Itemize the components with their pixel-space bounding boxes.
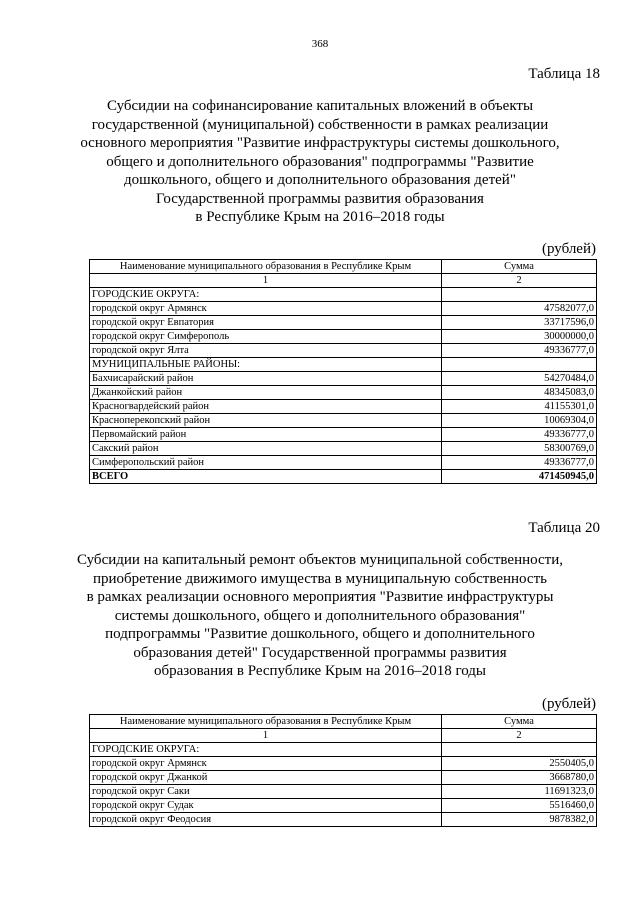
table-row xyxy=(90,386,597,400)
table-18-units: (рублей) xyxy=(541,241,596,257)
municipality-name: городской округ Джанкой xyxy=(90,771,442,785)
section-row xyxy=(90,743,597,757)
amount: 30000000,0 xyxy=(442,330,597,344)
table-row xyxy=(90,414,597,428)
amount: 2550405,0 xyxy=(442,757,597,771)
column-number-row xyxy=(90,729,597,743)
title-line: системы дошкольного, общего и дополнительного образования" xyxy=(114,607,526,624)
municipality-name: Бахчисарайский район xyxy=(90,372,442,386)
column-number: 1 xyxy=(90,274,442,288)
table-18-title xyxy=(60,97,580,227)
table-row xyxy=(90,344,597,358)
table-20-units: (рублей) xyxy=(541,696,596,712)
amount: 41155301,0 xyxy=(442,400,597,414)
amount: 49336777,0 xyxy=(442,428,597,442)
title-line: подпрограммы "Развитие дошкольного, общего и дополнительного xyxy=(105,626,535,642)
title-line: образования детей" Государственной программы развития xyxy=(133,644,507,661)
amount: 47582077,0 xyxy=(442,302,597,316)
section-row xyxy=(90,288,597,302)
table-20-label: Таблица 20 xyxy=(528,520,600,536)
amount: 54270484,0 xyxy=(442,372,597,386)
table-row xyxy=(90,400,597,414)
table-row xyxy=(90,799,597,813)
amount: 58300769,0 xyxy=(442,442,597,456)
title-line: дошкольного, общего и дополнительного образования детей" xyxy=(124,172,516,188)
table-row xyxy=(90,813,597,827)
table-row xyxy=(90,330,597,344)
column-number-row xyxy=(90,274,597,288)
municipality-name: Симферопольский район xyxy=(90,456,442,470)
municipality-name: городской округ Феодосия xyxy=(90,813,442,827)
title-line: общего и дополнительного образования" подпрограммы "Развитие xyxy=(106,153,534,170)
empty-cell xyxy=(442,358,597,372)
municipality-name: Первомайский район xyxy=(90,428,442,442)
table-row xyxy=(90,302,597,316)
amount: 9878382,0 xyxy=(442,813,597,827)
table-20-title xyxy=(60,551,580,681)
table-20 xyxy=(89,714,597,827)
municipality-name: Красногвардейский район xyxy=(90,400,442,414)
municipality-name: городской округ Евпатория xyxy=(90,316,442,330)
table-row xyxy=(90,757,597,771)
header-name: Наименование муниципального образования в Республике Крым xyxy=(90,260,442,274)
empty-cell xyxy=(442,743,597,757)
municipality-name: городской округ Армянск xyxy=(90,302,442,316)
total-row xyxy=(90,470,597,484)
header-sum: Сумма xyxy=(442,260,597,274)
amount: 10069304,0 xyxy=(442,414,597,428)
municipality-name: Красноперекопский район xyxy=(90,414,442,428)
table-row xyxy=(90,771,597,785)
municipality-name: городской округ Судак xyxy=(90,799,442,813)
table-row xyxy=(90,456,597,470)
municipality-name: городской округ Саки xyxy=(90,785,442,799)
municipality-name: городской округ Армянск xyxy=(90,757,442,771)
amount: 49336777,0 xyxy=(442,456,597,470)
title-line: Государственной программы развития образования xyxy=(156,190,484,207)
table-18-label: Таблица 18 xyxy=(528,66,600,82)
table-row xyxy=(90,316,597,330)
municipality-name: Джанкойский район xyxy=(90,386,442,400)
column-number: 1 xyxy=(90,729,442,743)
title-line: Субсидии на софинансирование капитальных вложений в объекты xyxy=(106,98,534,114)
table-row xyxy=(90,372,597,386)
header-sum: Сумма xyxy=(442,715,597,729)
total-amount: 471450945,0 xyxy=(442,470,597,484)
header-row xyxy=(90,715,597,729)
municipality-name: городской округ Симферополь xyxy=(90,330,442,344)
municipality-name: Сакский район xyxy=(90,442,442,456)
empty-cell xyxy=(442,288,597,302)
section-row xyxy=(90,358,597,372)
table-18 xyxy=(89,259,597,484)
table-row xyxy=(90,442,597,456)
section-label: ГОРОДСКИЕ ОКРУГА: xyxy=(90,288,442,302)
title-line: приобретение движимого имущества в муниципальную собственность xyxy=(93,570,547,587)
title-line: в Республике Крым на 2016–2018 годы xyxy=(195,209,445,225)
page-number: 368 xyxy=(311,38,329,50)
table-row xyxy=(90,428,597,442)
title-line: образования в Республике Крым на 2016–2018 годы xyxy=(153,663,487,679)
title-line: государственной (муниципальной) собственности в рамках реализации xyxy=(91,116,549,133)
header-name: Наименование муниципального образования в Республике Крым xyxy=(90,715,442,729)
amount: 49336777,0 xyxy=(442,344,597,358)
title-line: Субсидии на капитальный ремонт объектов муниципальной собственности, xyxy=(77,552,563,568)
header-row xyxy=(90,260,597,274)
amount: 5516460,0 xyxy=(442,799,597,813)
municipality-name: городской округ Ялта xyxy=(90,344,442,358)
amount: 33717596,0 xyxy=(442,316,597,330)
section-label: ГОРОДСКИЕ ОКРУГА: xyxy=(90,743,442,757)
amount: 48345083,0 xyxy=(442,386,597,400)
amount: 3668780,0 xyxy=(442,771,597,785)
section-label: МУНИЦИПАЛЬНЫЕ РАЙОНЫ: xyxy=(90,358,442,372)
table-row xyxy=(90,785,597,799)
total-label: ВСЕГО xyxy=(90,470,442,484)
title-line: основного мероприятия "Развитие инфраструктуры системы дошкольного, xyxy=(80,135,560,151)
column-number: 2 xyxy=(442,274,597,288)
title-line: в рамках реализации основного мероприятия "Развитие инфраструктуры xyxy=(86,589,554,605)
amount: 11691323,0 xyxy=(442,785,597,799)
column-number: 2 xyxy=(442,729,597,743)
